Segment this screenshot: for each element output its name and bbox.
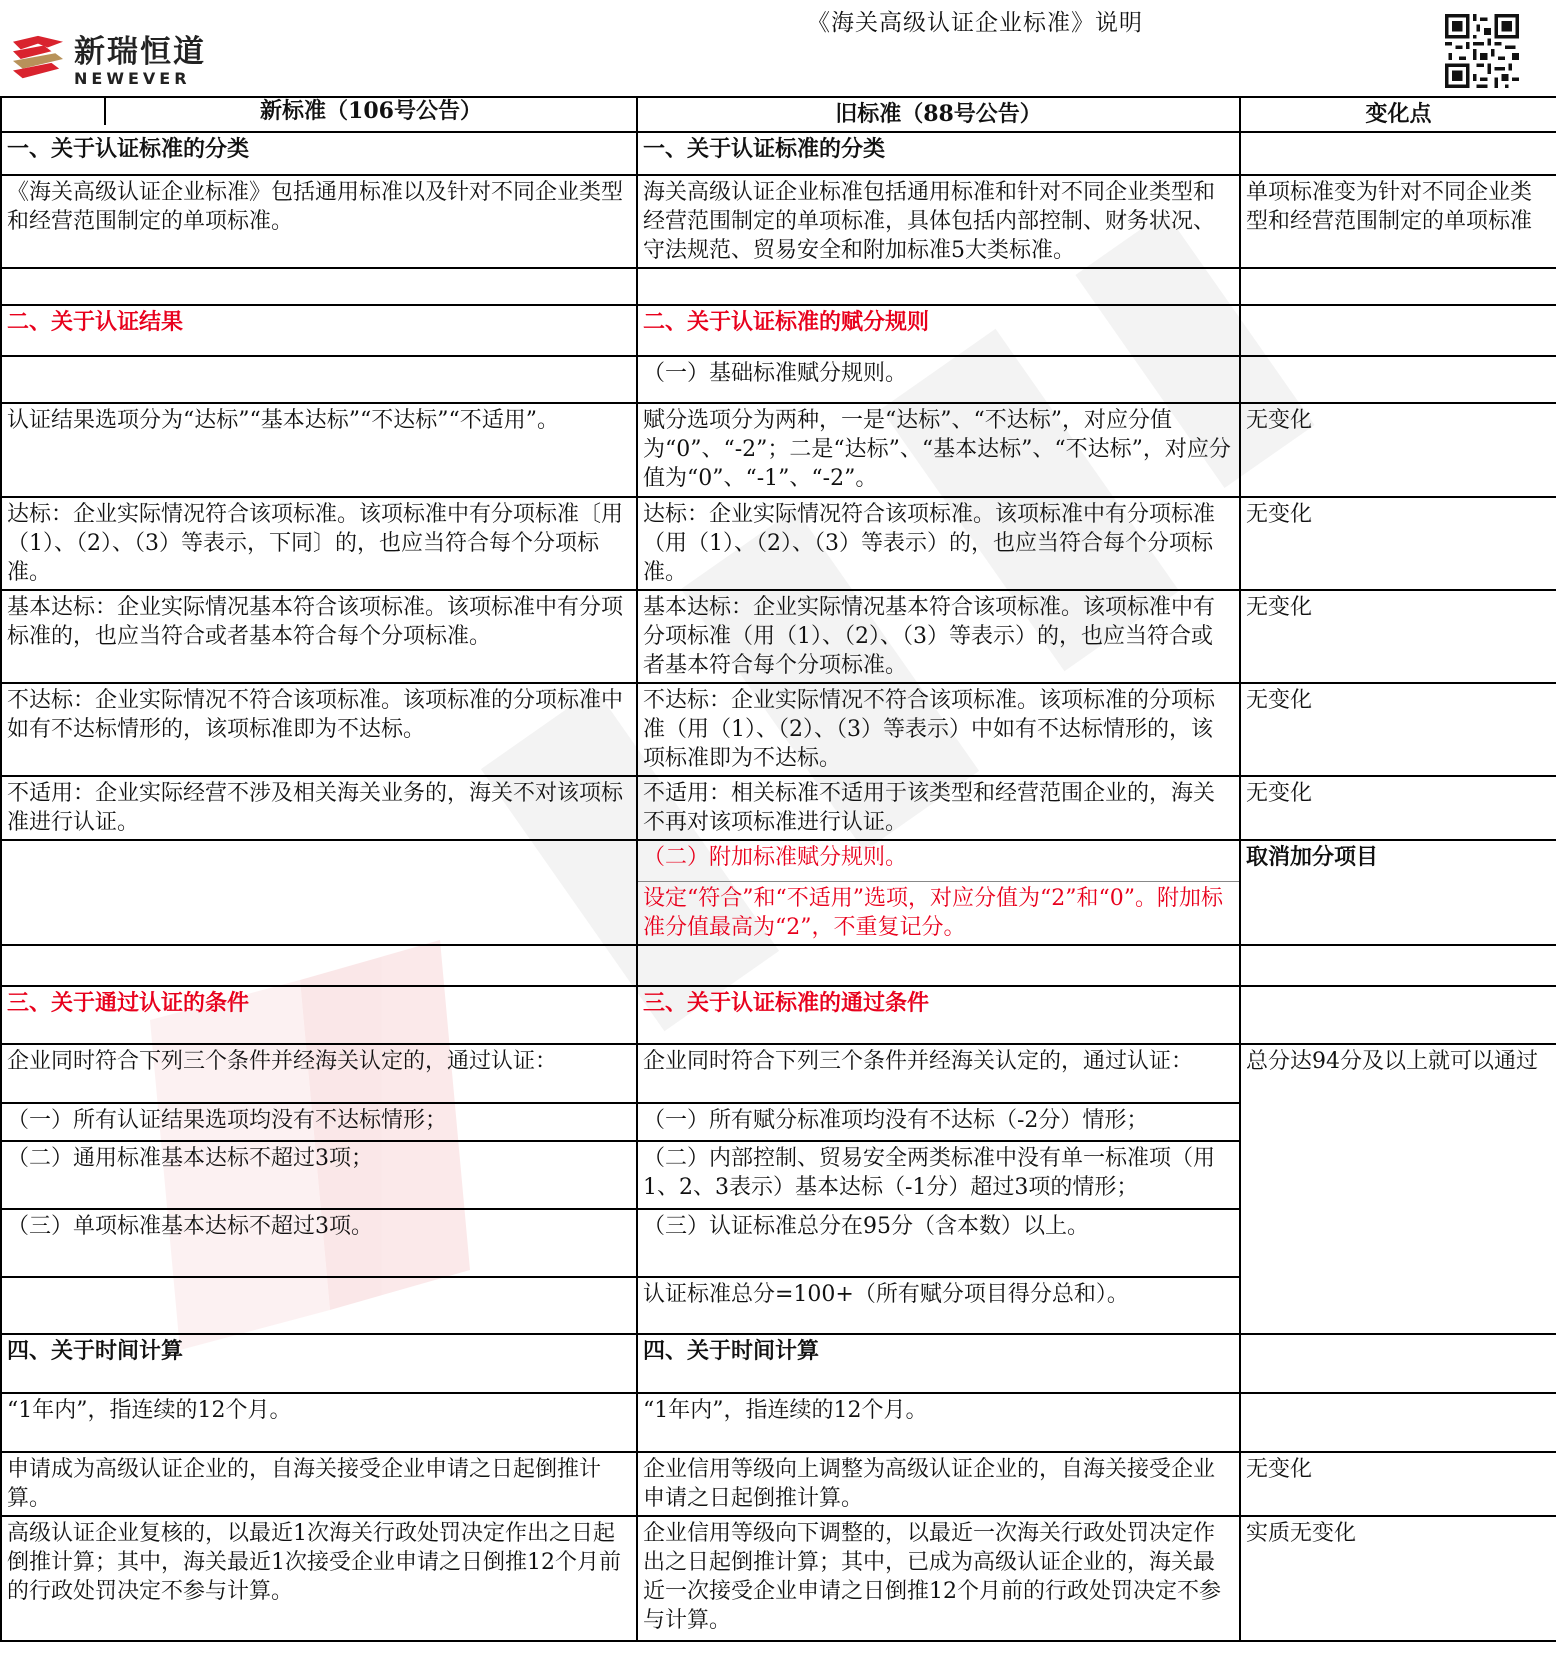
section4-old-title: 四、关于时间计算	[637, 1334, 1240, 1393]
newever-logo-icon	[8, 34, 68, 84]
logo-name-cn: 新瑞恒道	[74, 34, 206, 70]
logo-text	[74, 34, 206, 88]
section2-change-row2: 无变化	[1240, 497, 1556, 590]
table-row	[1, 840, 1556, 945]
section4-change-row1: 无变化	[1240, 1452, 1556, 1516]
column-header-new-label: 新标准（106号公告）	[260, 98, 482, 124]
section4-new-year: “1年内”，指连续的12个月。	[1, 1393, 637, 1452]
table-row	[1, 1334, 1556, 1393]
section4-change-row2: 实质无变化	[1240, 1516, 1556, 1641]
section3-change: 总分达94分及以上就可以通过	[1240, 1044, 1556, 1103]
section3-new-item2: （二）通用标准基本达标不超过3项；	[1, 1141, 637, 1209]
section2-old-row2: 达标：企业实际情况符合该项标准。该项标准中有分项标准（用（1）、（2）、（3）等表示）的，也应当符合每个分项标准。	[637, 497, 1240, 590]
section1-new-title: 一、关于认证标准的分类	[1, 132, 637, 175]
section2-old-sub1: （一）基础标准赋分规则。	[637, 356, 1240, 403]
empty-cell	[1, 356, 637, 403]
section2-old-title: 二、关于认证标准的赋分规则	[637, 305, 1240, 356]
section2-old-sub2-text: 设定“符合”和“不适用”选项，对应分值为“2”和“0”。附加标准分值最高为“2”，不重复记分。	[643, 886, 1223, 940]
section3-new-title: 三、关于通过认证的条件	[1, 986, 637, 1044]
section4-new-title: 四、关于时间计算	[1, 1334, 637, 1393]
empty-cell	[1240, 132, 1556, 175]
section2-old-row1: 赋分选项分为两种，一是“达标”、“不达标”，对应分值为“0”、“-2”；二是“达标”、“基本达标”、“不达标”，对应分值为“0”、“-1”、“-2”。	[637, 403, 1240, 497]
page-title: 《海关高级认证企业标准》说明	[807, 10, 1143, 36]
table-row	[1, 1209, 1556, 1277]
table-row	[1, 1103, 1556, 1141]
section2-old-row5: 不适用：相关标准不适用于该类型和经营范围企业的，海关不再对该项标准进行认证。	[637, 776, 1240, 840]
table-row	[1, 403, 1556, 497]
section2-change-row1: 无变化	[1240, 403, 1556, 497]
section2-old-sub2: （二）附加标准赋分规则。	[638, 841, 1239, 882]
column-header-change: 变化点	[1240, 97, 1556, 132]
section4-old-year: “1年内”，指连续的12个月。	[637, 1393, 1240, 1452]
table-row	[1, 1277, 1556, 1334]
section2-change-row5: 无变化	[1240, 776, 1556, 840]
table-row	[1, 1393, 1556, 1452]
empty-cell	[1, 1277, 637, 1334]
empty-cell	[1240, 305, 1556, 356]
section3-old-item1: （一）所有赋分标准项均没有不达标（-2分）情形；	[637, 1103, 1240, 1141]
table-row	[1, 175, 1556, 268]
empty-cell	[1240, 1334, 1556, 1393]
logo-name-en: NEWEVER	[74, 69, 191, 88]
column-header-old: 旧标准（88号公告）	[637, 97, 1240, 132]
section4-new-row1: 申请成为高级认证企业的，自海关接受企业申请之日起倒推计算。	[1, 1452, 637, 1516]
qr-code-icon[interactable]	[1444, 14, 1520, 88]
section2-new-row3: 基本达标：企业实际情况基本符合该项标准。该项标准中有分项标准的，也应当符合或者基本符合每个分项标准。	[1, 590, 637, 683]
column-header-new	[1, 97, 637, 132]
section2-sub2-change: 取消加分项目	[1240, 840, 1556, 945]
section3-old-title: 三、关于认证标准的通过条件	[637, 986, 1240, 1044]
section3-old-formula: 认证标准总分=100+（所有赋分项目得分总和）。	[637, 1277, 1240, 1334]
table-row	[1, 1452, 1556, 1516]
section2-new-row5: 不适用：企业实际经营不涉及相关海关业务的，海关不对该项标准进行认证。	[1, 776, 637, 840]
section2-change-row3: 无变化	[1240, 590, 1556, 683]
section3-old-item2: （二）内部控制、贸易安全两类标准中没有单一标准项（用1、2、3表示）基本达标（-1分）超过3项的情形；	[637, 1141, 1240, 1209]
spacer-row	[1, 268, 1556, 305]
empty-cell	[1240, 1393, 1556, 1452]
table-row	[1, 497, 1556, 590]
section3-old-intro: 企业同时符合下列三个条件并经海关认定的，通过认证：	[637, 1044, 1240, 1103]
section2-new-row4: 不达标：企业实际情况不符合该项标准。该项标准的分项标准中如有不达标情形的，该项标准即为不达标。	[1, 683, 637, 776]
empty-cell	[1240, 356, 1556, 403]
section2-old-row3: 基本达标：企业实际情况基本符合该项标准。该项标准中有分项标准（用（1）、（2）、（3）等表示）的，也应当符合或者基本符合每个分项标准。	[637, 590, 1240, 683]
empty-cell	[1240, 986, 1556, 1044]
table-row	[1, 776, 1556, 840]
spacer-row	[1, 945, 1556, 986]
comparison-table	[0, 96, 1556, 1642]
table-row	[1, 683, 1556, 776]
section3-new-item3: （三）单项标准基本达标不超过3项。	[1, 1209, 637, 1277]
section1-new-text: 《海关高级认证企业标准》包括通用标准以及针对不同企业类型和经营范围制定的单项标准。	[1, 175, 637, 268]
table-row	[1, 1044, 1556, 1103]
section1-old-title: 一、关于认证标准的分类	[637, 132, 1240, 175]
table-row	[1, 132, 1556, 175]
table-row	[1, 986, 1556, 1044]
section2-change-row4: 无变化	[1240, 683, 1556, 776]
section4-old-row2: 企业信用等级向下调整的，以最近一次海关行政处罚决定作出之日起倒推计算；其中，已成为高级认证企业的，海关最近一次接受企业申请之日倒推12个月前的行政处罚决定不参与计算。	[637, 1516, 1240, 1641]
section1-old-text: 海关高级认证企业标准包括通用标准和针对不同企业类型和经营范围制定的单项标准，具体包括内部控制、财务状况、守法规范、贸易安全和附加标准5大类标准。	[637, 175, 1240, 268]
table-row	[1, 305, 1556, 356]
section2-new-row2: 达标：企业实际情况符合该项标准。该项标准中有分项标准〔用（1）、（2）、（3）等表示，下同〕的，也应当符合每个分项标准。	[1, 497, 637, 590]
section3-new-intro: 企业同时符合下列三个条件并经海关认定的，通过认证：	[1, 1044, 637, 1103]
section4-new-row2: 高级认证企业复核的，以最近1次海关行政处罚决定作出之日起倒推计算；其中，海关最近1次接受企业申请之日倒推12个月前的行政处罚决定不参与计算。	[1, 1516, 637, 1641]
section2-new-row1: 认证结果选项分为“达标”“基本达标”“不达标”“不适用”。	[1, 403, 637, 497]
section2-new-title: 二、关于认证结果	[1, 305, 637, 356]
section2-old-row4: 不达标：企业实际情况不符合该项标准。该项标准的分项标准（用（1）、（2）、（3）等表示）中如有不达标情形的，该项标准即为不达标。	[637, 683, 1240, 776]
section4-old-row1: 企业信用等级向上调整为高级认证企业的，自海关接受企业申请之日起倒推计算。	[637, 1452, 1240, 1516]
table-header-row	[1, 97, 1556, 132]
table-row	[1, 1141, 1556, 1209]
table-row	[1, 590, 1556, 683]
section3-new-item1: （一）所有认证结果选项均没有不达标情形；	[1, 1103, 637, 1141]
table-row	[1, 1516, 1556, 1641]
empty-cell	[1, 840, 637, 945]
table-row	[1, 356, 1556, 403]
section2-old-sub2-cell	[637, 840, 1240, 945]
section1-change: 单项标准变为针对不同企业类型和经营范围制定的单项标准	[1240, 175, 1556, 268]
section3-old-item3: （三）认证标准总分在95分（含本数）以上。	[637, 1209, 1240, 1277]
